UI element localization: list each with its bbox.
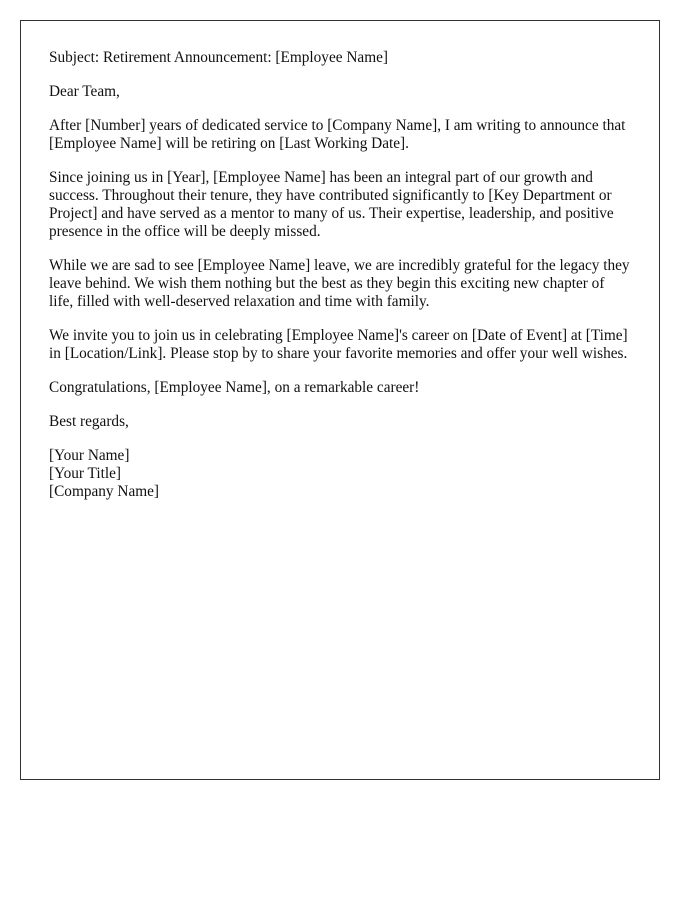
closing: Best regards,	[49, 413, 129, 430]
subject-line: Subject: Retirement Announcement: [Employee Name]	[49, 49, 388, 66]
paragraph-congratulations: Congratulations, [Employee Name], on a remarkable career!	[49, 379, 420, 396]
greeting: Dear Team,	[49, 83, 120, 100]
signature-title: [Your Title]	[49, 465, 121, 482]
signature-block	[49, 447, 631, 501]
paragraph-farewell: While we are sad to see [Employee Name] leave, we are incredibly grateful for the legacy they leave behind. We wish them nothing but the best as they begin this exciting new chapter of life, filled with well-deserved relaxation and time with family.	[49, 257, 630, 310]
signature-company: [Company Name]	[49, 483, 160, 500]
signature-name: [Your Name]	[49, 447, 130, 464]
paragraph-announcement: After [Number] years of dedicated service to [Company Name], I am writing to announce that [Employee Name] will be retiring on [Last Working Date].	[49, 117, 626, 152]
letter-document	[20, 20, 660, 780]
paragraph-contributions: Since joining us in [Year], [Employee Name] has been an integral part of our growth and success. Throughout their tenure, they have contributed significantly to [Key Department or Project] and have served as a mentor to many of us. Their expertise, leadership, and positive presence in the office will be deeply missed.	[49, 169, 614, 240]
paragraph-invitation: We invite you to join us in celebrating [Employee Name]'s career on [Date of Event] at [Time] in [Location/Link]. Please stop by to share your favorite memories and offer your well wishes.	[49, 327, 628, 362]
